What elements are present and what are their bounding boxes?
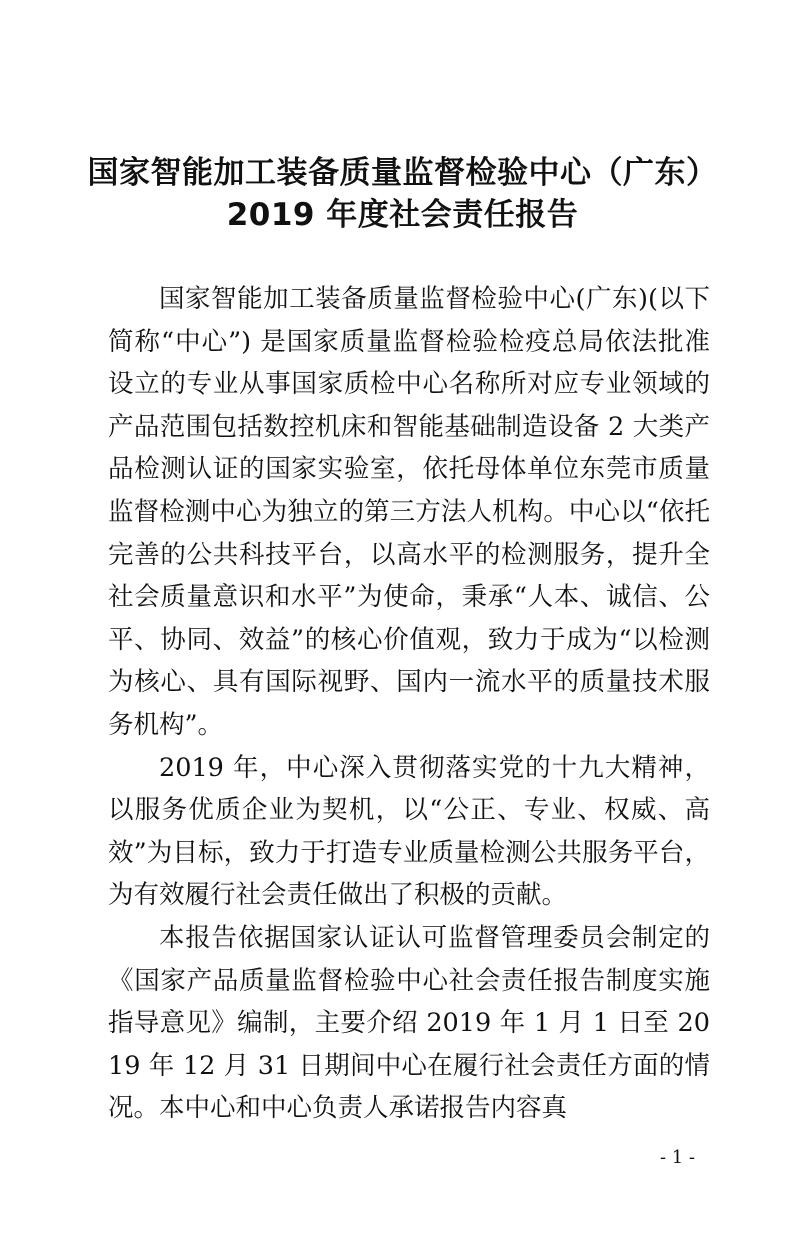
document-title-line-2: 2019 年度社会责任报告 — [226, 197, 579, 233]
document-body — [108, 278, 710, 1130]
paragraph-introduction: 国家智能加工装备质量监督检验中心(广东)(以下简称“中心”) 是国家质量监督检验检疫总局依法批准设立的专业从事国家质检中心名称所对应专业领域的产品范围包括数控机床和智能基础制造设备 2 大类产品检测认证的国家实验室，依托母体单位东莞市质量监督检测中心为独立的第三方法人机构。中心以“依托完善的公共科技平台，以高水平的检测服务，提升全社会质量意识和水平”为使命，秉承“人本、诚信、公平、协同、效益”的核心价值观，致力于成为“以检测为核心、具有国际视野、国内一流水平的质量技术服务机构”。 — [108, 284, 710, 740]
document-title-line-1: 国家智能加工装备质量监督检验中心（广东） — [87, 155, 718, 191]
page-number: - 1 - — [659, 1147, 695, 1168]
paragraph-2019-overview: 2019 年，中心深入贯彻落实党的十九大精神，以服务优质企业为契机，以“公正、专业、权威、高效”为目标，致力于打造专业质量检测公共服务平台，为有效履行社会责任做出了积极的贡献。 — [108, 752, 710, 911]
paragraph-report-basis: 本报告依据国家认证认可监督管理委员会制定的《国家产品质量监督检验中心社会责任报告制度实施指导意见》编制，主要介绍 2019 年 1 月 1 日至 2019 年 12 月 31 日期间中心在履行社会责任方面的情况。本中心和中心负责人承诺报告内容真 — [108, 922, 710, 1124]
